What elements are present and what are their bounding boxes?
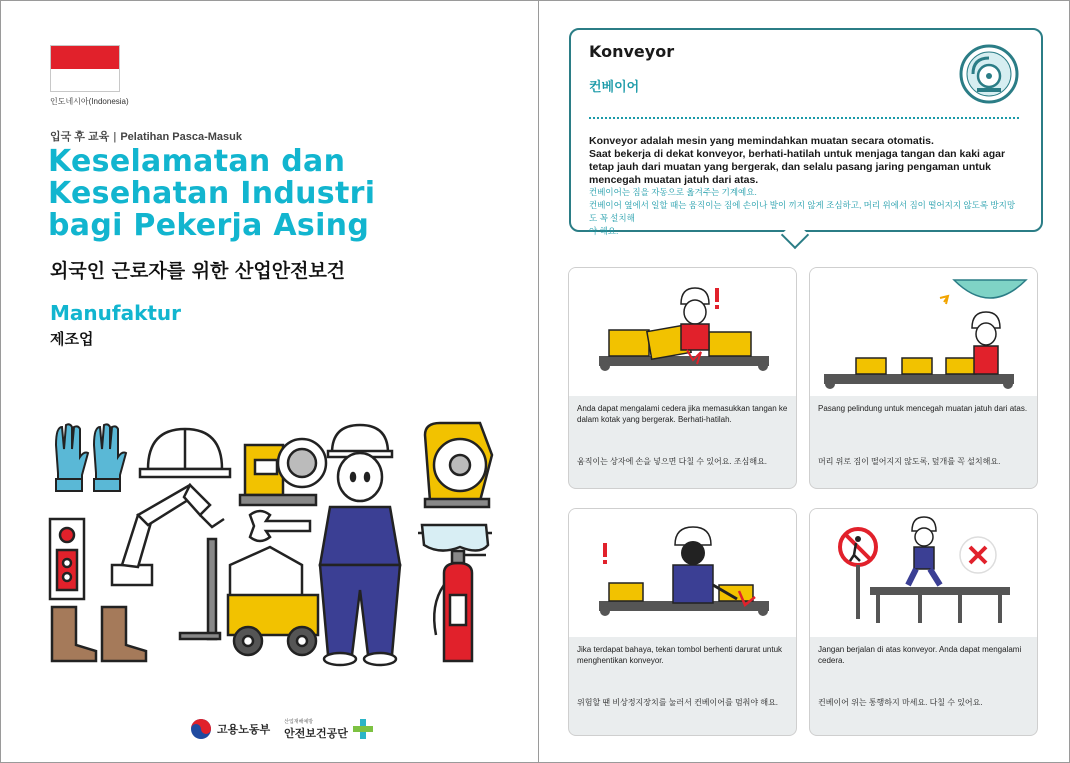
no-walking-illustration xyxy=(810,509,1038,637)
card-illustration xyxy=(810,509,1037,637)
fire-extinguisher-icon xyxy=(434,551,486,661)
description-line-korean: 야 해요. xyxy=(589,226,619,236)
conveyor-icon xyxy=(959,44,1019,104)
hard-hat-icon xyxy=(140,429,230,477)
card-illustration xyxy=(569,268,796,396)
gloves-icon xyxy=(56,424,126,491)
circular-saw-icon xyxy=(425,423,492,507)
industry-title-korean: 제조업 xyxy=(50,330,94,348)
safety-goggles-icon xyxy=(418,525,492,551)
card-illustration xyxy=(569,509,796,637)
safety-net-illustration xyxy=(810,268,1038,396)
footer-logos xyxy=(190,714,373,744)
subtitle-separator: | xyxy=(113,131,117,143)
main-title-line: Kesehatan Industri xyxy=(48,176,376,211)
indonesia-flag-icon xyxy=(50,45,120,92)
description-line: tetap jauh dari muatan yang bergerak, dan selalu pasang jaring pengaman untuk xyxy=(589,161,992,173)
main-title-line: Keselamatan dan xyxy=(48,144,346,179)
card-text-indonesian: Pasang pelindung untuk mencegah muatan jatuh dari atas. xyxy=(818,404,1028,413)
card-illustration xyxy=(810,268,1037,396)
safety-card-no-walking xyxy=(809,508,1038,736)
conveyor-page xyxy=(539,0,1070,763)
safety-card-protective-net xyxy=(809,267,1038,489)
description-line-korean: 컨베이어 옆에서 일할 때는 움직이는 짐에 손이나 발이 끼지 않게 조심하고, 머리 위에서 짐이 떨어지지 않도록 방지망도 꼭 설치해 xyxy=(589,200,1016,223)
main-title-line: bagi Pekerja Asing xyxy=(48,208,370,243)
description-line: Konveyor adalah mesin yang memindahkan muatan secara otomatis. xyxy=(589,135,934,147)
card-text xyxy=(569,396,796,488)
section-title-korean: 컨베이어 xyxy=(589,80,640,95)
korean-title: 외국인 근로자를 위한 산업안전보건 xyxy=(50,260,346,282)
bench-grinder-icon xyxy=(240,439,326,505)
dotted-divider xyxy=(589,117,1019,119)
card-text-korean: 위험할 땐 비상정지장치를 눌러서 컨베이어를 멈춰야 해요. xyxy=(577,698,779,707)
description-line: Saat bekerja di dekat konveyor, berhati-hatilah untuk menjaga tangan dan kaki agar xyxy=(589,148,1006,160)
taegeuk-icon xyxy=(190,718,212,740)
subtitle xyxy=(50,128,242,144)
wrench-icon xyxy=(250,511,310,541)
card-text-indonesian: Jika terdapat bahaya, tekan tombol berhenti darurat untuk menghentikan konveyor. xyxy=(577,645,783,665)
card-text xyxy=(569,637,796,729)
moel-name: 고용노동부 xyxy=(217,724,271,736)
forklift-icon xyxy=(180,539,318,655)
moel-logo xyxy=(190,718,270,740)
description-line-korean: 컨베이어는 짐을 자동으로 옮겨주는 기계예요. xyxy=(589,187,757,197)
safety-boots-icon xyxy=(52,607,146,661)
conveyor-description xyxy=(589,135,1021,187)
section-title: Konveyor xyxy=(589,42,675,61)
card-text xyxy=(810,396,1037,488)
flag-label: 인도네시아(Indonesia) xyxy=(50,97,129,106)
kosha-name: 안전보건공단 xyxy=(284,727,348,740)
industry-title: Manufaktur xyxy=(50,301,182,325)
description-line: mencegah muatan jatuh dari atas. xyxy=(589,174,759,186)
conveyor-description-korean xyxy=(589,186,1021,238)
safety-equipment-illustration xyxy=(40,415,500,675)
safety-card-emergency-stop xyxy=(568,508,797,736)
hand-caught-illustration xyxy=(569,268,797,396)
safety-card-hands-in-boxes xyxy=(568,267,797,489)
main-title xyxy=(48,146,468,242)
card-text-indonesian: Jangan berjalan di atas konveyor. Anda dapat mengalami cedera. xyxy=(818,645,1022,665)
kosha-cross-icon xyxy=(353,719,373,739)
card-text-korean: 머리 위로 짐이 떨어지지 않도록, 덮개를 꼭 설치해요. xyxy=(818,457,1001,466)
kosha-small-text: 산업재해예방 xyxy=(284,718,314,725)
card-text xyxy=(810,637,1037,729)
worker-figure-icon xyxy=(320,425,400,665)
subtitle-indonesian: Pelatihan Pasca-Masuk xyxy=(120,131,242,143)
emergency-stop-illustration xyxy=(569,509,797,637)
kosha-logo xyxy=(284,718,373,741)
card-text-korean: 컨베이어 위는 통행하지 마세요. 다칠 수 있어요. xyxy=(818,698,983,707)
subtitle-korean: 입국 후 교육 xyxy=(50,131,110,143)
emergency-switch-icon xyxy=(50,519,84,599)
card-text-korean: 움직이는 상자에 손을 넣으면 다칠 수 있어요. 조심해요. xyxy=(577,457,768,466)
card-text-indonesian: Anda dapat mengalami cedera jika memasukkan tangan ke dalam kotak yang bergerak. Berhati-hatilah. xyxy=(577,404,788,424)
